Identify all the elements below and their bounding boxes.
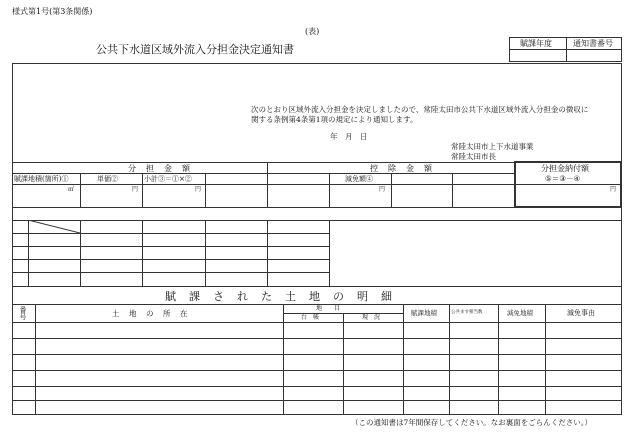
calc-col-line bbox=[142, 173, 143, 207]
area-col-header: 賦課地積(箇所)① bbox=[14, 175, 69, 183]
ledger-col-header: 台 帳 bbox=[301, 314, 320, 321]
issuer-line1: 常陸太田市上下水道事業 bbox=[451, 142, 534, 151]
detail-section-title: 賦 課 さ れ た 土 地 の 明 細 bbox=[165, 290, 393, 303]
header-box-row-line bbox=[509, 49, 622, 50]
tax-year-header: 賦課年度 bbox=[520, 39, 552, 48]
detail-col-line bbox=[449, 304, 450, 415]
notice-date: 年 月 日 bbox=[330, 132, 368, 141]
calc-col-line bbox=[329, 173, 330, 207]
mid-grid-col bbox=[329, 220, 330, 286]
mid-grid-col bbox=[267, 220, 268, 286]
calc-col-line bbox=[205, 173, 206, 207]
issuer-line2: 常陸太田市長 bbox=[451, 152, 496, 161]
notice-number-header: 通知書番号 bbox=[573, 39, 613, 48]
detail-header-line bbox=[12, 322, 622, 323]
mid-grid-line bbox=[12, 259, 330, 260]
reduction-reason-col-header: 減免事由 bbox=[567, 309, 595, 317]
detail-row-line bbox=[12, 370, 622, 371]
unit-yen: 円 bbox=[610, 186, 617, 193]
calc-col-line bbox=[452, 173, 453, 207]
category-col-header: 地 目 bbox=[316, 305, 341, 312]
reduction-col-header: 減免額④ bbox=[345, 175, 373, 183]
detail-row-line bbox=[12, 386, 622, 387]
detail-col-line bbox=[545, 304, 546, 415]
taxed-area-col-header: 賦課地積 bbox=[411, 309, 437, 317]
mid-grid-line bbox=[12, 272, 330, 273]
payable-box-line bbox=[514, 184, 622, 185]
mid-grid-col bbox=[205, 220, 206, 286]
number-col-header: 番号 bbox=[19, 306, 27, 321]
calc-group-line bbox=[12, 173, 514, 174]
form-number-label: 様式第1号(第3条関係) bbox=[12, 7, 93, 16]
payable-col-title: 分担金納付額 bbox=[541, 164, 589, 173]
mid-grid-line bbox=[12, 233, 330, 234]
unit-yen: 円 bbox=[195, 186, 202, 193]
detail-col-line bbox=[498, 304, 499, 415]
calc-col-line bbox=[391, 173, 392, 207]
detail-col-line bbox=[35, 304, 36, 415]
unit-price-col-header: 単価② bbox=[97, 175, 118, 183]
location-col-header: 土 地 の 所 在 bbox=[112, 309, 189, 318]
diagonal-slash bbox=[28, 220, 80, 233]
current-col-header: 現 況 bbox=[362, 314, 381, 321]
calc-col-line bbox=[80, 173, 81, 207]
detail-col-line bbox=[343, 313, 344, 415]
mid-grid-col bbox=[80, 220, 81, 286]
mid-grid-line bbox=[12, 246, 330, 247]
form-title: 公共下水道区域外流入分担金決定通知書 bbox=[96, 43, 294, 56]
form-side-label: (表) bbox=[305, 27, 320, 36]
unit-sqm: ㎡ bbox=[68, 186, 75, 193]
detail-col-line bbox=[403, 304, 404, 415]
mid-grid-line bbox=[12, 286, 622, 287]
calc-col-line bbox=[267, 162, 268, 207]
detail-row-line bbox=[12, 338, 622, 339]
deduction-group-header: 控 除 金 額 bbox=[370, 164, 433, 173]
notice-body-line1: 次のとおり区域外流入分担金を決定しましたので、常陸太田市公共下水道区域外流入分担金の徴収に bbox=[251, 105, 589, 114]
detail-col-line bbox=[283, 304, 284, 415]
detail-row-line bbox=[12, 400, 622, 401]
sewer-ratio-col-header: 公共ます相当数 bbox=[451, 310, 483, 315]
burden-group-header: 分 担 金 額 bbox=[128, 164, 191, 173]
footer-note: （この通知書は7年間保存してください。なお裏面をごらんください。） bbox=[351, 418, 593, 427]
mid-grid-line bbox=[12, 220, 622, 221]
notice-body-line2: 関する条例第4条第1項の規定により通知します。 bbox=[251, 115, 418, 124]
unit-yen: 円 bbox=[132, 186, 139, 193]
mid-grid-col bbox=[142, 220, 143, 286]
payable-col-formula: ⑤＝③－④ bbox=[545, 174, 581, 183]
reduced-area-col-header: 減免地積 bbox=[507, 309, 533, 317]
unit-yen: 円 bbox=[379, 186, 386, 193]
detail-row-line bbox=[12, 354, 622, 355]
subtotal-col-header: 小計③＝①×② bbox=[144, 175, 192, 183]
